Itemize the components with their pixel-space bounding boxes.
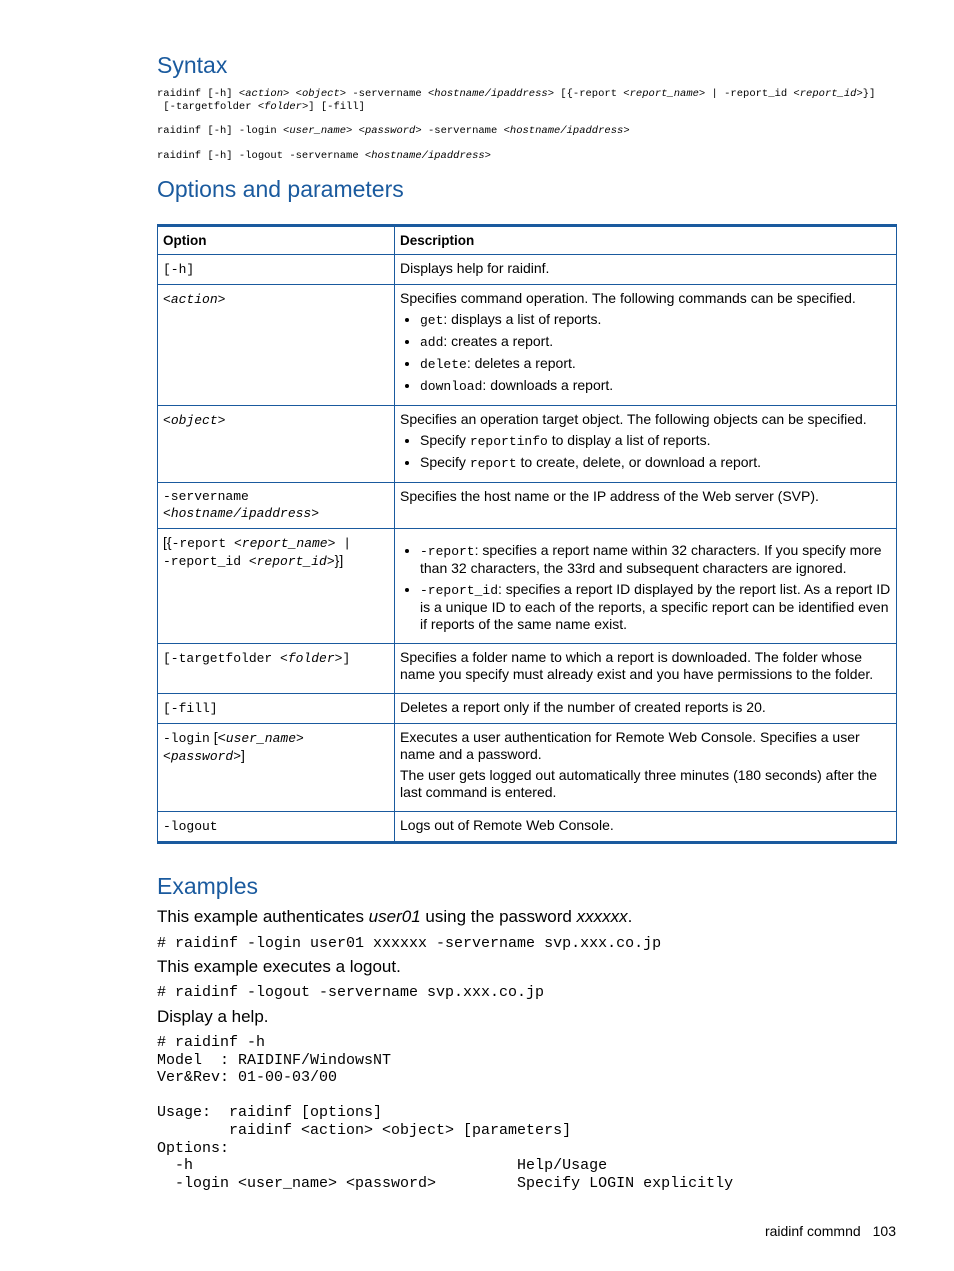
description-cell	[395, 644, 897, 694]
option-cell	[158, 644, 395, 694]
table-row	[158, 644, 897, 694]
options-table	[157, 224, 897, 844]
options-heading: Options and parameters	[157, 176, 404, 202]
table-row	[158, 694, 897, 724]
description-cell	[395, 724, 897, 812]
column-header-option: Option	[158, 226, 395, 255]
description-cell	[395, 529, 897, 644]
syntax-line-2	[157, 101, 365, 113]
syntax-param: folder	[264, 101, 302, 113]
option-cell	[158, 255, 395, 285]
table-row	[158, 255, 897, 285]
description-text: Logs out of Remote Web Console.	[400, 817, 614, 833]
syntax-text: >}]	[856, 88, 876, 100]
syntax-param: hostname/ipaddress	[434, 88, 548, 100]
syntax-text: >] [-fill]	[301, 101, 365, 113]
option-cell	[158, 694, 395, 724]
footer-label: raidinf commnd	[764, 1223, 861, 1239]
option-code: <password>]	[163, 747, 245, 764]
syntax-text: raidinf [-h] -login <	[157, 125, 290, 137]
description-text: Displays help for raidinf.	[400, 260, 550, 276]
syntax-param: password	[364, 125, 416, 137]
option-code: [-h]	[163, 262, 195, 277]
description-text: The user gets logged out automatically three minutes (180 seconds) after the last command is entered.	[400, 767, 878, 800]
example-code-block: # raidinf -h Model : RAIDINF/WindowsNT Ver&Rev: 01-00-03/00 Usage: raidinf [options] raidinf <action> <object> [parameters] Options: -h Help/Usage -login <user_name> <password> Specify LOGIN explicitly	[157, 1034, 734, 1192]
list-item: • Specify reportinfo to display a list of reports.	[420, 432, 891, 450]
syntax-heading: Syntax	[157, 52, 228, 78]
option-cell	[158, 812, 395, 843]
description-cell	[395, 483, 897, 529]
option-code: <object>	[163, 413, 226, 428]
syntax-param: report_name	[629, 88, 699, 100]
table-row	[158, 483, 897, 529]
table-row	[158, 285, 897, 406]
syntax-line-3	[157, 125, 630, 137]
example-paragraph: This example executes a logout.	[157, 957, 401, 976]
option-code: <action>	[163, 292, 226, 307]
syntax-text: > <	[283, 88, 302, 100]
description-cell	[395, 812, 897, 843]
syntax-text: raidinf [-h] -logout -servername <	[157, 150, 372, 162]
syntax-text: > <	[346, 125, 365, 137]
column-header-description: Description	[395, 226, 897, 255]
table-row	[158, 406, 897, 483]
syntax-param: hostname/ipaddress	[509, 125, 624, 137]
option-code: -logout	[163, 819, 218, 834]
option-cell	[158, 724, 395, 812]
table-row	[158, 529, 897, 644]
list-item: • get: displays a list of reports.	[420, 311, 891, 329]
description-text: Deletes a report only if the number of created reports is 20.	[400, 699, 766, 715]
description-text: Executes a user authentication for Remote Web Console. Specifies a user name and a password.	[400, 729, 860, 762]
description-cell	[395, 285, 897, 406]
syntax-param: hostname/ipaddress	[371, 150, 485, 162]
description-text: Specifies a folder name to which a report is downloaded. The folder whose name you specify must already exist and you have permissions to the folder.	[400, 649, 874, 682]
object-list	[400, 432, 891, 472]
description-cell	[395, 406, 897, 483]
report-option-list	[400, 542, 891, 633]
list-item: • download: downloads a report.	[420, 377, 891, 395]
list-item: • add: creates a report.	[420, 333, 891, 351]
option-cell	[158, 529, 395, 644]
syntax-text: > | -report_id <	[698, 88, 800, 100]
description-text: Specifies command operation. The following commands can be specified.	[400, 290, 856, 306]
option-code: -login [<user_name>	[163, 729, 304, 746]
option-code: [-targetfolder <folder>]	[163, 651, 351, 666]
list-item: • delete: deletes a report.	[420, 355, 891, 373]
description-cell	[395, 255, 897, 285]
option-cell	[158, 285, 395, 406]
list-item: • -report_id: specifies a report ID displayed by the report list. As a report ID is a unique ID to each of the reports, a specific report can be identified even if reports of the same name exist.	[420, 581, 891, 633]
syntax-line-1	[157, 88, 875, 100]
example-code: # raidinf -login user01 xxxxxx -servername svp.xxx.co.jp	[157, 935, 662, 952]
syntax-text: >	[623, 125, 630, 137]
syntax-line-4	[157, 150, 491, 162]
page-number: 103	[872, 1223, 896, 1239]
option-code: [{-report <report_name> |	[163, 534, 352, 551]
option-code: <hostname/ipaddress>	[163, 506, 320, 521]
option-cell	[158, 483, 395, 529]
syntax-text: [-targetfolder <	[157, 101, 265, 113]
option-cell	[158, 406, 395, 483]
example-paragraph: Display a help.	[157, 1007, 269, 1026]
syntax-param: report_id	[799, 88, 857, 100]
description-text: Specifies the host name or the IP address of the Web server (SVP).	[400, 488, 819, 504]
page-footer	[765, 1223, 896, 1239]
table-row	[158, 812, 897, 843]
table-header-row	[158, 226, 897, 255]
syntax-param: object	[301, 88, 340, 100]
syntax-text: >	[484, 150, 491, 162]
syntax-param: action	[245, 88, 284, 100]
example-paragraph: This example authenticates user01 using the password xxxxxx.	[157, 907, 633, 926]
syntax-text: > -servername <	[339, 88, 435, 100]
syntax-text: > [{-report <	[547, 88, 630, 100]
list-item: • -report: specifies a report name within 32 characters. If you specify more than 32 characters, the 33rd and subsequent characters are ignored.	[420, 542, 891, 577]
option-code: [-fill]	[163, 701, 218, 716]
syntax-text: > -servername <	[415, 125, 510, 137]
examples-heading: Examples	[157, 873, 258, 899]
syntax-param: user_name	[289, 125, 347, 137]
description-cell	[395, 694, 897, 724]
example-code: # raidinf -logout -servername svp.xxx.co.jp	[157, 984, 545, 1001]
command-list	[400, 311, 891, 395]
description-text: Specifies an operation target object. The following objects can be specified.	[400, 411, 867, 427]
table-row	[158, 724, 897, 812]
option-code: -report_id <report_id>}]	[163, 552, 344, 569]
option-code: -servername	[163, 489, 249, 504]
syntax-text: raidinf [-h] <	[157, 88, 246, 100]
list-item: • Specify report to create, delete, or download a report.	[420, 454, 891, 472]
